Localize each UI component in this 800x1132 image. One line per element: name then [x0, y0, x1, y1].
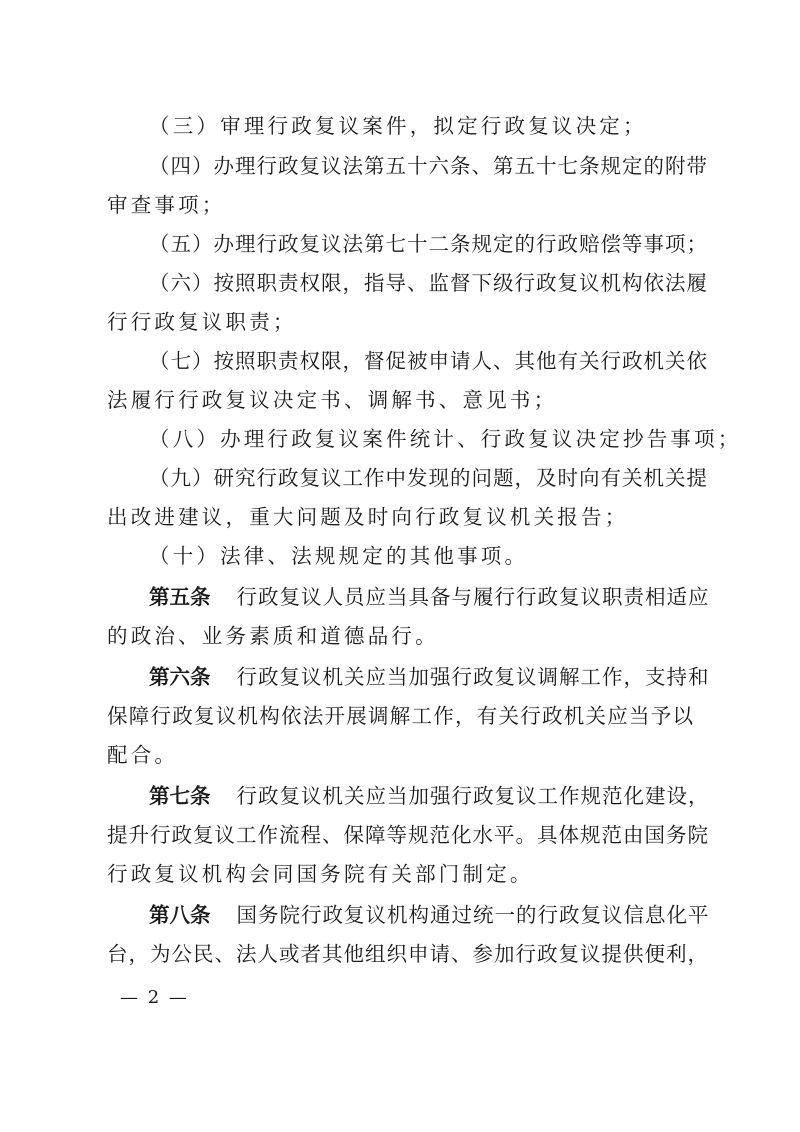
text-line: （四）办理行政复议法第五十六条、第五十七条规定的附带 — [149, 154, 708, 178]
article-line — [149, 783, 710, 809]
text-line: 行政复议机构会同国务院有关部门制定。 — [107, 862, 534, 886]
text-line: （三）审理行政复议案件，拟定行政复议决定； — [149, 114, 647, 138]
article-text: 行政复议机关应当加强行政复议调解工作，支持和 — [236, 665, 710, 689]
article-label: 第六条 — [149, 665, 211, 689]
text-line: 审查事项； — [107, 193, 226, 217]
text-line: （五）办理行政复议法第七十二条规定的行政赔偿等事项； — [149, 232, 708, 256]
article-label: 第八条 — [149, 903, 211, 927]
article-text: 国务院行政复议机构通过统一的行政复议信息化平 — [236, 903, 710, 927]
text-line: （七）按照职责权限，督促被申请人、其他有关行政机关依 — [149, 349, 708, 373]
text-line: 配合。 — [107, 743, 179, 767]
article-text: 行政复议人员应当具备与履行行政复议职责相适应 — [236, 585, 710, 609]
article-text: 行政复议机关应当加强行政复议工作规范化建设， — [236, 784, 710, 808]
text-line: 出改进建议，重大问题及时向行政复议机关报告； — [107, 505, 629, 529]
article-line — [149, 584, 710, 610]
article-line — [149, 664, 710, 690]
text-line: （九）研究行政复议工作中发现的问题，及时向有关机关提 — [149, 466, 708, 490]
text-line: 的政治、业务素质和道德品行。 — [107, 624, 439, 648]
text-line: 台，为公民、法人或者其他组织申请、参加行政复议提供便利， — [107, 942, 709, 966]
text-line: （八）办理行政复议案件统计、行政复议决定抄告事项； — [149, 427, 742, 451]
text-line: （十）法律、法规规定的其他事项。 — [149, 544, 529, 568]
text-line: 提升行政复议工作流程、保障等规范化水平。具体规范由国务院 — [107, 823, 709, 847]
article-label: 第五条 — [149, 585, 211, 609]
text-line: 法履行行政复议决定书、调解书、意见书； — [107, 388, 558, 412]
text-line: （六）按照职责权限，指导、监督下级行政复议机构依法履 — [149, 271, 708, 295]
text-line: 保障行政复议机构依法开展调解工作，有关行政机关应当予以 — [107, 704, 694, 728]
article-label: 第七条 — [149, 784, 211, 808]
article-line — [149, 902, 710, 928]
text-line: 行行政复议职责； — [107, 310, 297, 334]
page-number: — 2 — — [120, 987, 189, 1008]
